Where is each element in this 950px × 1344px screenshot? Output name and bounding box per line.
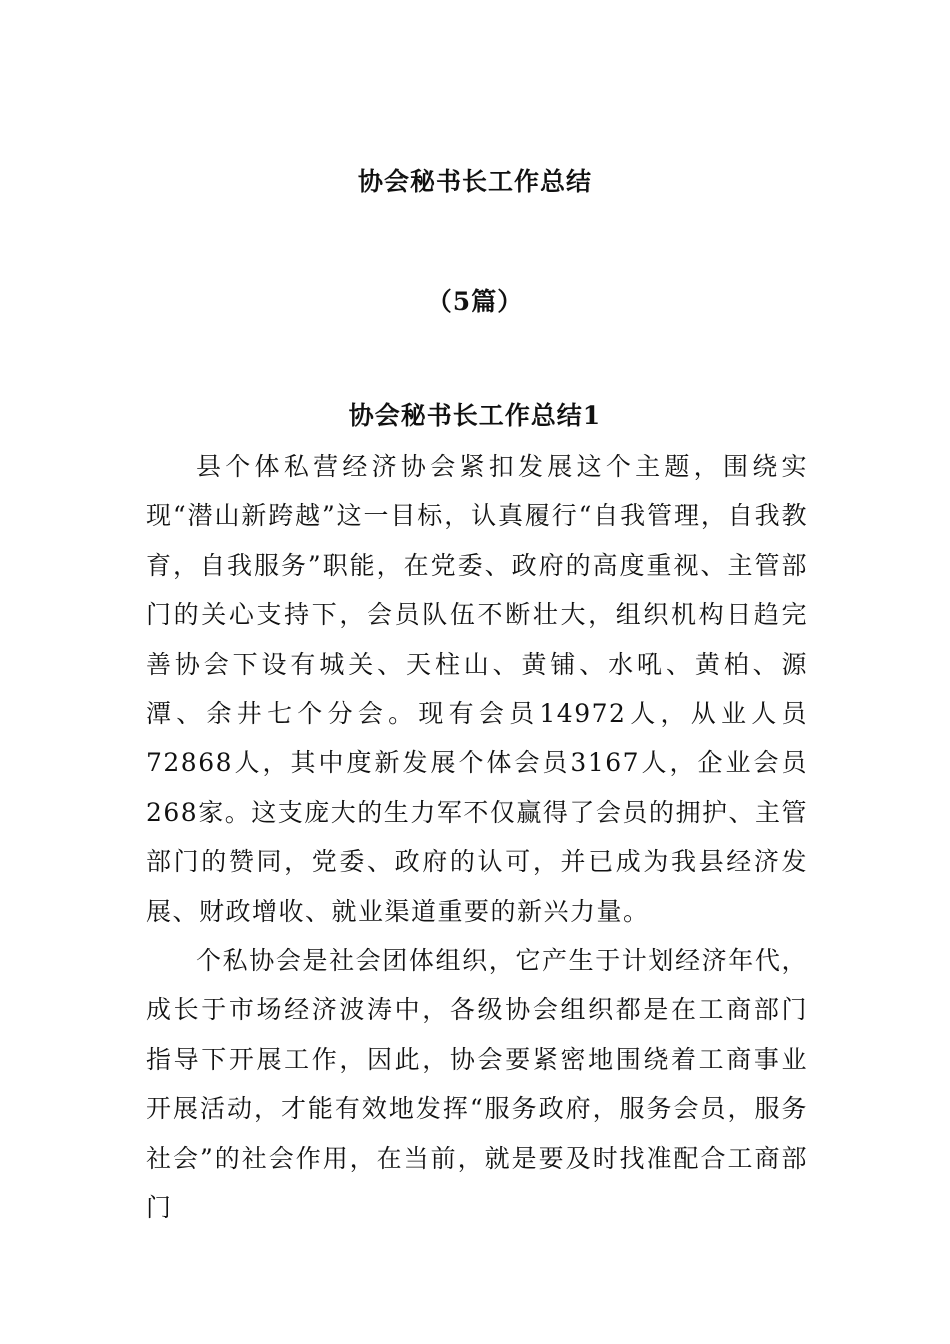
document-count-label: （5篇） [426, 287, 524, 316]
body-text [146, 442, 808, 1233]
paragraph-2: 个私协会是社会团体组织，它产生于计划经济年代，成长于市场经济波涛中，各级协会组织都是在工商部门指导下开展工作，因此，协会要紧密地围绕着工商事业开展活动，才能有效地发挥“服务政府，服务会员，服务社会”的社会作用，在当前，就是要及时找准配合工商部门 [146, 946, 808, 1223]
document-title: 协会秘书长工作总结 [357, 167, 592, 196]
section-title: 协会秘书长工作总结1 [348, 401, 602, 430]
paragraph-1: 县个体私营经济协会紧扣发展这个主题，围绕实现“潜山新跨越”这一目标，认真履行“自我管理，自我教育，自我服务”职能，在党委、政府的高度重视、主管部门的关心支持下，会员队伍不断壮大，组织机构日趋完善协会下设有城关、天柱山、黄铺、水吼、黄柏、源潭、余井七个分会。现有会员14972人，从业人员72868人，其中度新发展个体会员3167人，企业会员268家。这支庞大的生力军不仅赢得了会员的拥护、主管部门的赞同，党委、政府的认可，并已成为我县经济发展、财政增收、就业渠道重要的新兴力量。 [146, 452, 808, 926]
